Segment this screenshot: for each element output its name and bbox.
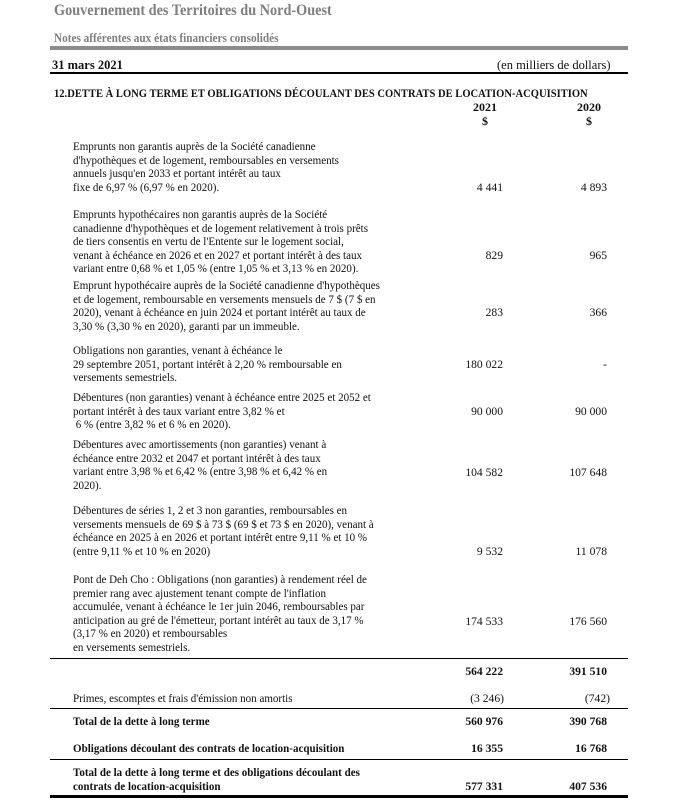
subtotal-rule — [50, 658, 628, 659]
line: (3,17 % en 2020) et remboursables — [73, 627, 228, 640]
line: Pont de Deh Cho : Obligations (non garanties) à rendement réel de — [73, 573, 367, 586]
value-2021: 283 — [485, 306, 503, 319]
line: versements semestriels. — [73, 371, 177, 384]
value-2020: 90 000 — [575, 405, 607, 418]
total-long-term-2020: 390 768 — [569, 715, 607, 728]
line: et de logement, remboursable en versements mensuels de 7 $ (7 $ en — [73, 292, 376, 306]
column-header-2021: 2021 — [473, 100, 497, 114]
grand-total-label — [73, 766, 453, 793]
total-long-term-label: Total de la dette à long terme — [73, 715, 210, 728]
line: versements mensuels de 69 $ à 73 $ (69 $ et 73 $ en 2020), venant à — [73, 517, 374, 531]
total-rule — [50, 708, 628, 709]
value-2020: 107 648 — [569, 466, 607, 479]
debt-item-description — [73, 208, 425, 276]
subtotal-2021: 564 222 — [465, 665, 503, 678]
value-2021: 9 532 — [476, 545, 503, 558]
debt-item-description — [73, 438, 425, 492]
section-title: 12.DETTE À LONG TERME ET OBLIGATIONS DÉCOULANT DES CONTRATS DE LOCATION-ACQUISITION — [54, 86, 588, 100]
debt-item-description — [73, 140, 425, 194]
double-underline-rule — [50, 795, 628, 798]
value-2020: - — [603, 358, 607, 371]
line: échéance entre 2032 et 2047 et portant intérêt à des taux — [73, 451, 321, 465]
line: Emprunt hypothécaire auprès de la Société canadienne d'hypothèques — [73, 279, 380, 292]
value-2020: 965 — [589, 249, 607, 262]
debt-item-description — [73, 504, 425, 558]
value-2021: 180 022 — [465, 358, 503, 371]
line: Obligations non garanties, venant à échéance le — [73, 344, 283, 357]
line: (entre 9,11 % et 10 % en 2020) — [73, 544, 211, 558]
line: Débentures (non garanties) venant à échéance entre 2025 et 2052 et — [73, 391, 371, 404]
premiums-2021: (3 246) — [470, 692, 504, 705]
premiums-label: Primes, escomptes et frais d'émission non amortis — [73, 692, 293, 705]
header-divider — [50, 46, 628, 50]
grand-total-2021: 577 331 — [465, 780, 503, 793]
line: 2020). — [73, 478, 102, 492]
debt-item-description — [73, 391, 425, 432]
grand-total-2020: 407 536 — [569, 780, 607, 793]
value-2020: 366 — [589, 306, 607, 319]
value-2021: 4 441 — [476, 181, 503, 194]
line: venant à échéance en 2026 et en 2027 et portant intérêt à des taux — [73, 248, 363, 262]
line: échéance en 2025 à en 2026 et portant intérêt entre 9,11 % et 10 % — [73, 531, 368, 544]
value-2021: 90 000 — [471, 405, 503, 418]
line: Emprunts non garantis auprès de la Société canadienne — [73, 140, 316, 153]
line: anticipation au gré de l'émetteur, portant intérêt au taux de 3,17 % — [73, 613, 364, 627]
value-2020: 176 560 — [569, 615, 607, 628]
capital-leases-2020: 16 768 — [575, 742, 607, 755]
line: Débentures avec amortissements (non garanties) venant à — [73, 438, 327, 451]
document-subtitle: Notes afférentes aux états financiers consolidés — [54, 31, 279, 45]
report-date: 31 mars 2021 — [52, 58, 123, 72]
value-2021: 174 533 — [465, 615, 503, 628]
date-divider — [50, 72, 628, 74]
line: de tiers consentis en vertu de l'Entente sur le logement social, — [73, 235, 344, 248]
line: Total de la dette à long terme et des obligations découlant des — [73, 766, 360, 779]
value-2020: 11 078 — [575, 545, 607, 558]
premiums-2020: (742) — [584, 692, 610, 705]
line: Emprunts hypothécaires non garantis auprès de la Société — [73, 208, 328, 221]
value-2021: 104 582 — [465, 466, 503, 479]
line: 3,30 % (3,30 % en 2020), garanti par un immeuble. — [73, 319, 300, 333]
line: 2020), venant à échéance en juin 2024 et portant intérêt au taux de — [73, 306, 366, 319]
value-2021: 829 — [485, 249, 503, 262]
line: portant intérêt à des taux variant entre 3,82 % et — [73, 404, 285, 418]
column-header-2020: 2020 — [577, 100, 601, 114]
line: premier rang avec ajustement tenant compte de l'inflation — [73, 586, 327, 600]
capital-leases-label: Obligations découlant des contrats de location-acquisition — [73, 742, 345, 755]
value-2020: 4 893 — [580, 181, 607, 194]
debt-item-description — [73, 279, 425, 333]
units-note: (en milliers de dollars) — [497, 58, 611, 72]
debt-item-description — [73, 573, 425, 654]
grand-total-rule — [50, 759, 628, 760]
line: d'hypothèques et de logement, remboursables en versements — [73, 153, 339, 167]
debt-item-description — [73, 344, 425, 385]
line: accumulée, venant à échéance le 1er juin 2046, remboursables par — [73, 600, 365, 613]
column-unit-2021: $ — [482, 114, 488, 128]
line: fixe de 6,97 % (6,97 % en 2020). — [73, 180, 220, 194]
line: Débentures de séries 1, 2 et 3 non garanties, remboursables en — [73, 504, 348, 517]
organization-title: Gouvernement des Territoires du Nord-Ouest — [54, 2, 332, 19]
line: variant entre 0,68 % et 1,05 % (entre 1,05 % et 3,13 % en 2020). — [73, 262, 359, 275]
total-long-term-2021: 560 976 — [465, 715, 503, 728]
line: variant entre 3,98 % et 6,42 % (entre 3,98 % et 6,42 % en — [73, 465, 328, 478]
line: annuels jusqu'en 2033 et portant intérêt au taux — [73, 167, 281, 180]
line: 29 septembre 2051, portant intérêt à 2,20 % remboursable en — [73, 357, 342, 371]
line: 6 % (entre 3,82 % et 6 % en 2020). — [73, 418, 231, 431]
line: canadienne d'hypothèques et de logement relativement à trois prêts — [73, 221, 368, 235]
line: contrats de location-acquisition — [73, 779, 221, 793]
column-unit-2020: $ — [586, 114, 592, 128]
line: en versements semestriels. — [73, 640, 191, 654]
capital-leases-2021: 16 355 — [471, 742, 503, 755]
subtotal-2020: 391 510 — [569, 665, 607, 678]
